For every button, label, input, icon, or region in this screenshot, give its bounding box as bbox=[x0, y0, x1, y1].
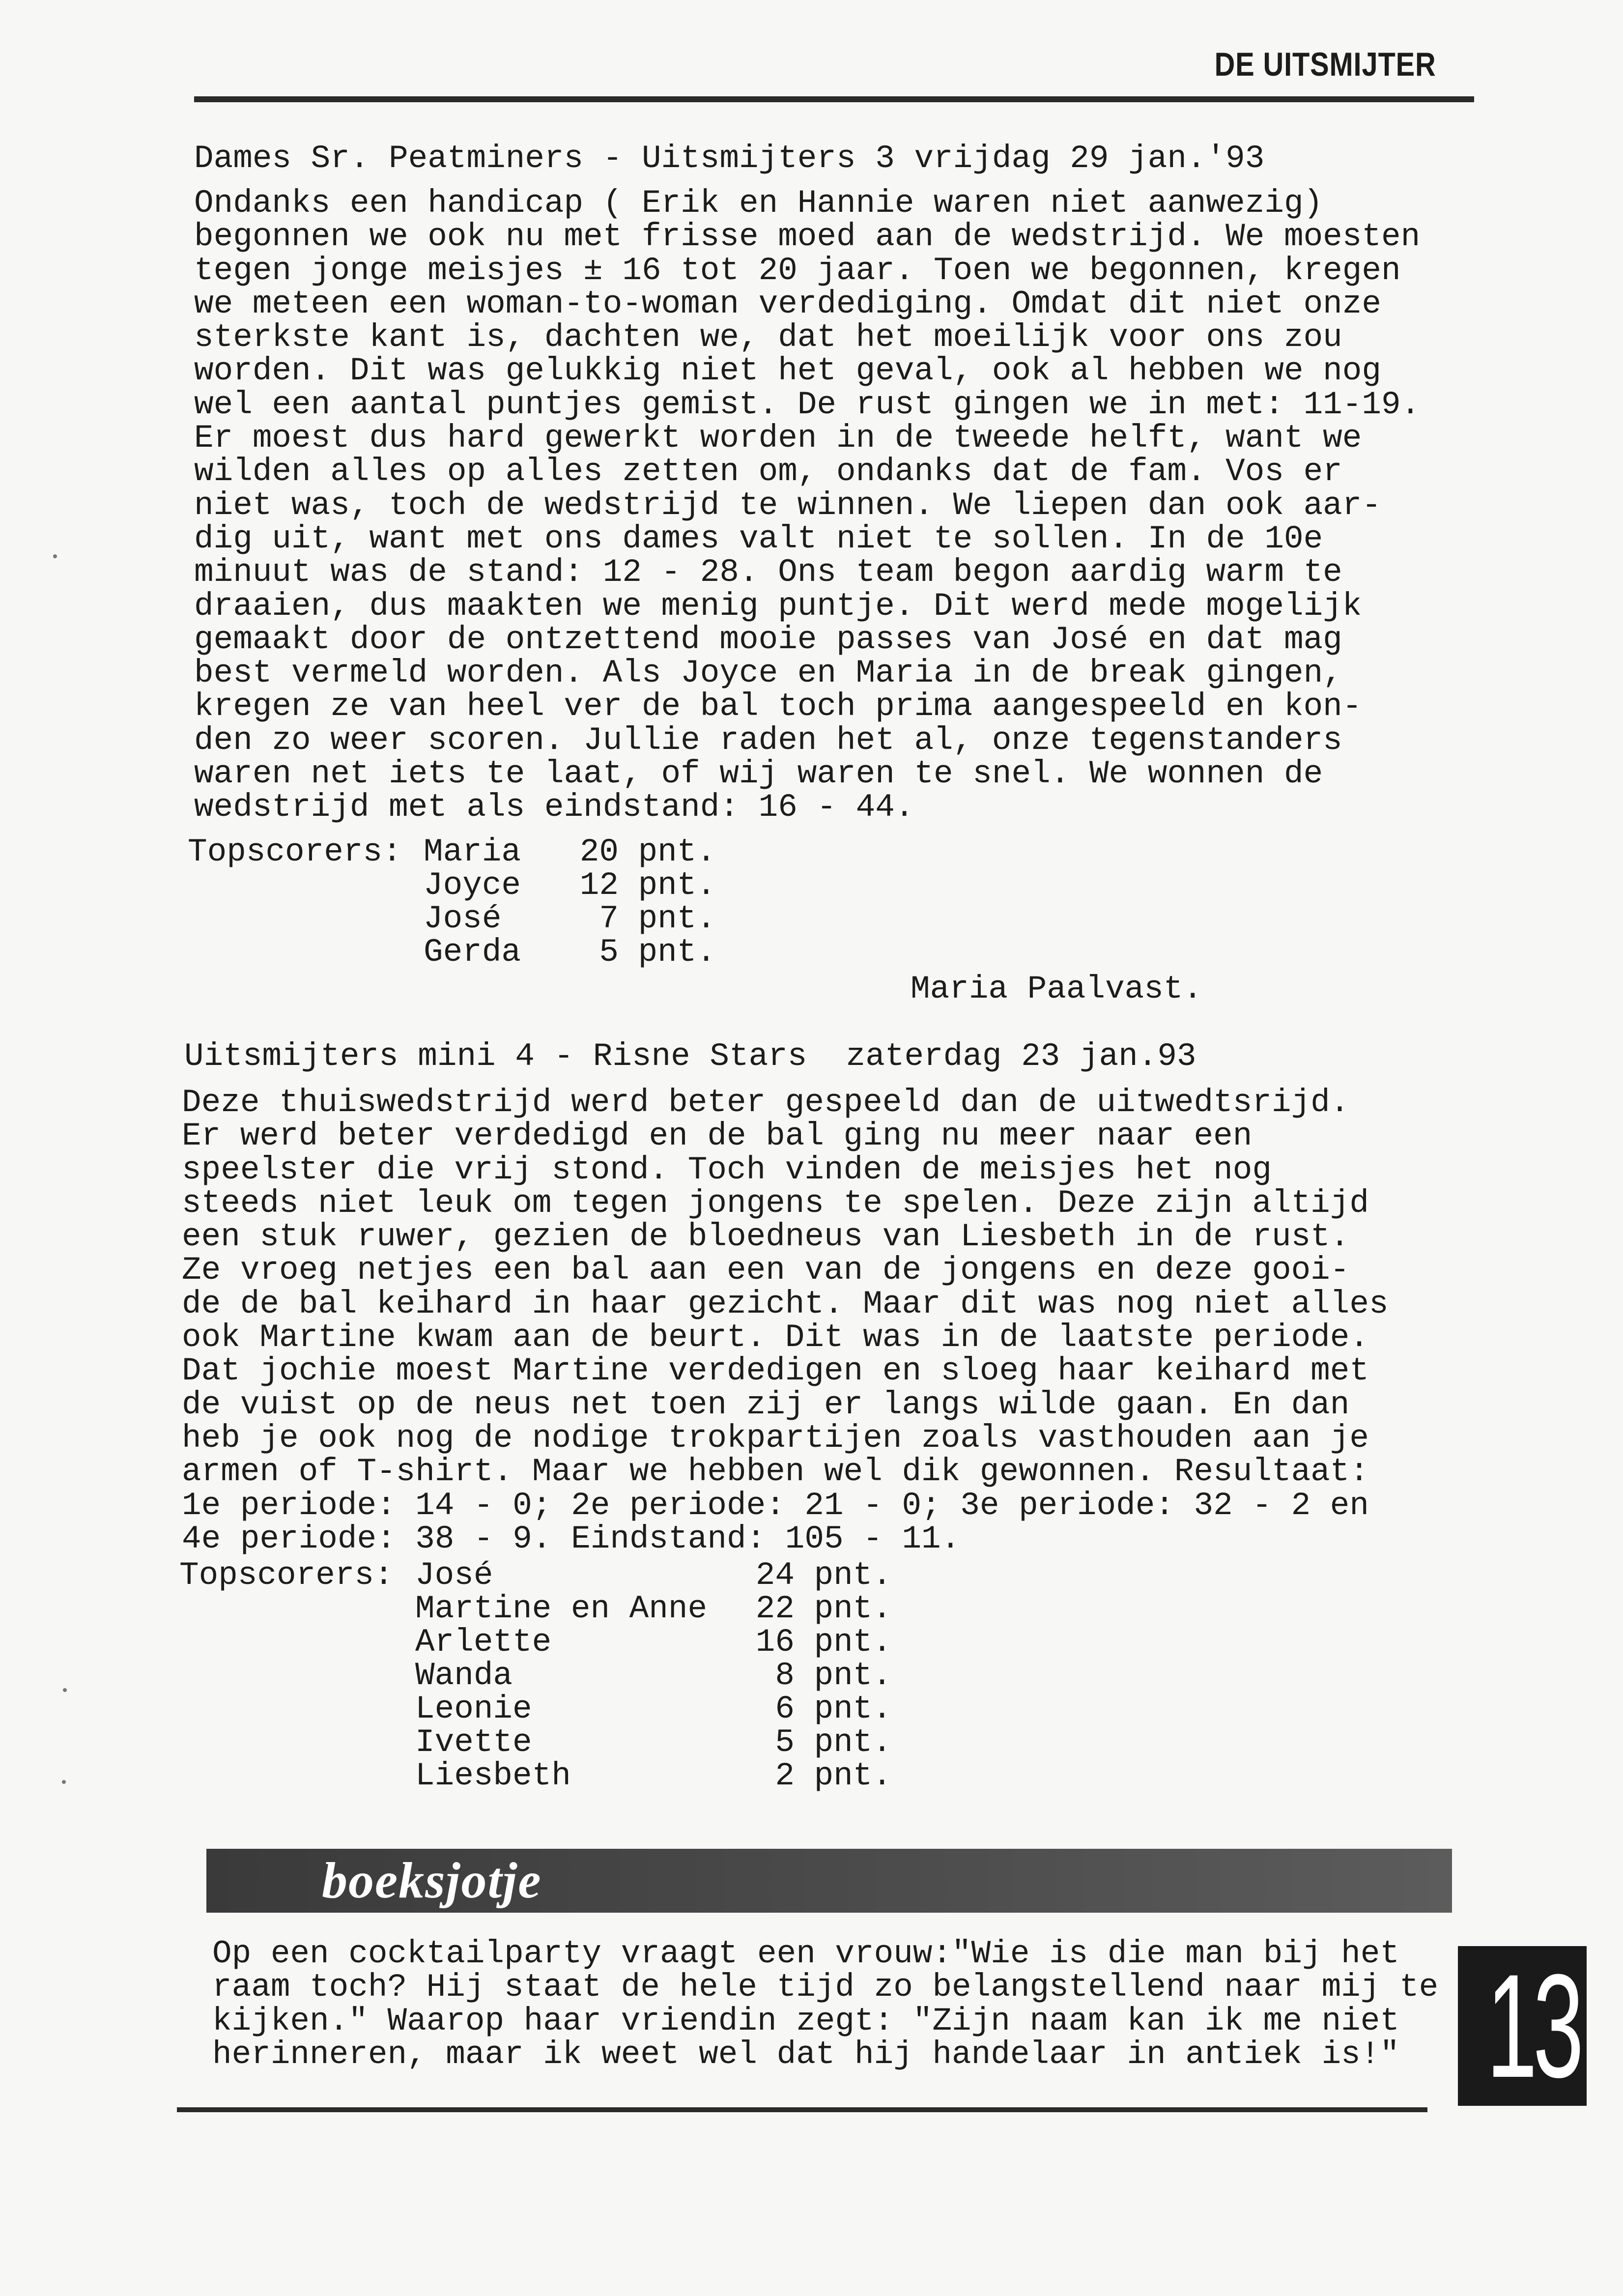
topscorer-name: Liesbeth bbox=[415, 1757, 571, 1794]
article2-line: een stuk ruwer, gezien de bloedneus van Liesbeth in de rust. bbox=[182, 1218, 1350, 1256]
topscorer-name: Martine en Anne bbox=[415, 1590, 708, 1627]
topscorer-name: Arlette bbox=[415, 1624, 552, 1661]
topscorer-points: 5 pnt. bbox=[775, 1724, 892, 1761]
article2-line: ook Martine kwam aan de beurt. Dit was in de laatste periode. bbox=[182, 1319, 1369, 1356]
topscorers-label: Topscorers: bbox=[188, 833, 402, 870]
article2-line: Dat jochie moest Martine verdedigen en sloeg haar keihard met bbox=[182, 1352, 1369, 1390]
article1-line: best vermeld worden. Als Joyce en Maria in de break gingen, bbox=[194, 655, 1342, 692]
topscorer-row bbox=[188, 936, 777, 969]
page-number-text: 13 bbox=[1486, 1946, 1580, 2106]
article1-line: waren net iets te laat, of wij waren te snel. We wonnen de bbox=[194, 755, 1323, 793]
topscorer-name: Joyce bbox=[424, 867, 521, 904]
article1-line: Ondanks een handicap ( Erik en Hannie waren niet aanwezig) bbox=[194, 185, 1323, 222]
article2-line: Deze thuiswedstrijd werd beter gespeeld dan de uitwedtsrijd. bbox=[182, 1084, 1350, 1121]
article1-heading: Dames Sr. Peatminers - Uitsmijters 3 vrijdag 29 jan.'93 bbox=[194, 140, 1265, 177]
topscorer-points: 12 pnt. bbox=[579, 867, 716, 904]
topscorer-points: 8 pnt. bbox=[775, 1657, 892, 1694]
article1-topscorers bbox=[188, 835, 777, 969]
topscorer-name: José bbox=[424, 900, 502, 937]
topscorers-label: Topscorers: bbox=[179, 1557, 394, 1594]
article2-line: heb je ook nog de nodige trokpartijen zoals vasthouden aan je bbox=[182, 1419, 1369, 1457]
topscorer-points: 7 pnt. bbox=[599, 900, 716, 937]
article2-line: Ze vroeg netjes een bal aan een van de jongens en deze gooi- bbox=[182, 1252, 1350, 1289]
topscorer-name: Leonie bbox=[415, 1691, 532, 1727]
article2-line: armen of T-shirt. Maar we hebben wel dik gewonnen. Resultaat: bbox=[182, 1453, 1369, 1491]
topscorer-points: 2 pnt. bbox=[775, 1757, 892, 1794]
topscorer-points: 6 pnt. bbox=[775, 1691, 892, 1727]
topscorer-name: Gerda bbox=[424, 934, 521, 971]
boeksjotje-line: Op een cocktailparty vraagt een vrouw:"Wie is die man bij het bbox=[212, 1935, 1399, 1972]
article1-line: draaien, dus maakten we menig puntje. Dit werd mede mogelijk bbox=[194, 587, 1362, 625]
article2-body bbox=[182, 1086, 1389, 1556]
article2-line: 1e periode: 14 - 0; 2e periode: 21 - 0; 3e periode: 32 - 2 en bbox=[182, 1487, 1369, 1524]
article1-line: minuut was de stand: 12 - 28. Ons team begon aardig warm te bbox=[194, 554, 1342, 591]
topscorer-row bbox=[179, 1592, 916, 1626]
article1-line: sterkste kant is, dachten we, dat het moeilijk voor ons zou bbox=[194, 319, 1342, 356]
topscorer-points: 22 pnt. bbox=[755, 1590, 892, 1627]
topscorer-name: Ivette bbox=[415, 1724, 532, 1761]
topscorer-points: 16 pnt. bbox=[755, 1624, 892, 1661]
topscorer-name: José bbox=[415, 1557, 493, 1594]
article2-heading: Uitsmijters mini 4 - Risne Stars zaterdag 23 jan.93 bbox=[184, 1038, 1196, 1075]
margin-speck bbox=[63, 1688, 67, 1692]
article1-line: Er moest dus hard gewerkt worden in de tweede helft, want we bbox=[194, 420, 1362, 457]
article1-line: den zo weer scoren. Jullie raden het al, onze tegenstanders bbox=[194, 721, 1342, 759]
article2-line: steeds niet leuk om tegen jongens te spelen. Deze zijn altijd bbox=[182, 1184, 1369, 1222]
topscorer-row bbox=[179, 1659, 916, 1693]
topscorer-row bbox=[179, 1626, 916, 1659]
boeksjotje-title: boeksjotje bbox=[322, 1852, 542, 1909]
article2-topscorers bbox=[179, 1559, 916, 1793]
article1-line: dig uit, want met ons dames valt niet te sollen. In de 10e bbox=[194, 520, 1323, 557]
topscorer-points: 20 pnt. bbox=[579, 833, 716, 870]
article2-line: de de bal keihard in haar gezicht. Maar dit was nog niet alles bbox=[182, 1285, 1389, 1322]
article1-line: niet was, toch de wedstrijd te winnen. We liepen dan ook aar- bbox=[194, 487, 1381, 524]
boeksjotje-banner bbox=[206, 1849, 1452, 1913]
article1-line: kregen ze van heel ver de bal toch prima aangespeeld en kon- bbox=[194, 688, 1362, 725]
article1-line: worden. Dit was gelukkig niet het geval, ook al hebben we nog bbox=[194, 352, 1381, 390]
article1-line: gemaakt door de ontzettend mooie passes van José en dat mag bbox=[194, 621, 1342, 658]
margin-speck bbox=[62, 1780, 66, 1784]
article2-line: 4e periode: 38 - 9. Eindstand: 105 - 11. bbox=[182, 1520, 961, 1557]
article2-line: Er werd beter verdedigd en de bal ging nu meer naar een bbox=[182, 1118, 1253, 1155]
topscorer-row bbox=[179, 1759, 916, 1793]
boeksjotje-line: raam toch? Hij staat de hele tijd zo belangstellend naar mij te bbox=[212, 1969, 1439, 2006]
footer-rule bbox=[177, 2107, 1427, 2112]
article1-line: wel een aantal puntjes gemist. De rust gingen we in met: 11-19. bbox=[194, 386, 1421, 423]
article1-line: tegen jonge meisjes ± 16 tot 20 jaar. Toen we begonnen, kregen bbox=[194, 252, 1401, 289]
topscorer-row bbox=[188, 902, 777, 936]
topscorer-name: Wanda bbox=[415, 1657, 513, 1694]
topscorer-points: 24 pnt. bbox=[755, 1557, 892, 1594]
article2-line: speelster die vrij stond. Toch vinden de meisjes het nog bbox=[182, 1151, 1272, 1188]
article1-body bbox=[194, 187, 1420, 825]
article2-line: de vuist op de neus net toen zij er langs wilde gaan. En dan bbox=[182, 1386, 1350, 1423]
boeksjotje-line: herinneren, maar ik weet wel dat hij handelaar in antiek is!" bbox=[212, 2036, 1399, 2073]
topscorer-row bbox=[179, 1559, 916, 1592]
article1-author: Maria Paalvast. bbox=[911, 971, 1203, 1007]
topscorer-row bbox=[188, 869, 777, 902]
page-number bbox=[1458, 1946, 1587, 2106]
article1-line: begonnen we ook nu met frisse moed aan de wedstrijd. We moesten bbox=[194, 218, 1421, 256]
topscorer-row bbox=[179, 1726, 916, 1759]
article1-line: wilden alles op alles zetten om, ondanks dat de fam. Vos er bbox=[194, 453, 1342, 490]
header-rule bbox=[194, 96, 1474, 102]
topscorer-name: Maria bbox=[424, 833, 521, 870]
topscorer-row bbox=[179, 1693, 916, 1726]
topscorer-row bbox=[188, 835, 777, 869]
margin-speck bbox=[53, 554, 57, 558]
article1-line: wedstrijd met als eindstand: 16 - 44. bbox=[194, 789, 914, 826]
boeksjotje-line: kijken." Waarop haar vriendin zegt: "Zijn naam kan ik me niet bbox=[212, 2002, 1399, 2039]
masthead: DE UITSMIJTER bbox=[1214, 46, 1436, 83]
article1-line: we meteen een woman-to-woman verdediging. Omdat dit niet onze bbox=[194, 285, 1381, 322]
topscorer-points: 5 pnt. bbox=[599, 934, 716, 971]
boeksjotje-body bbox=[212, 1937, 1438, 2071]
